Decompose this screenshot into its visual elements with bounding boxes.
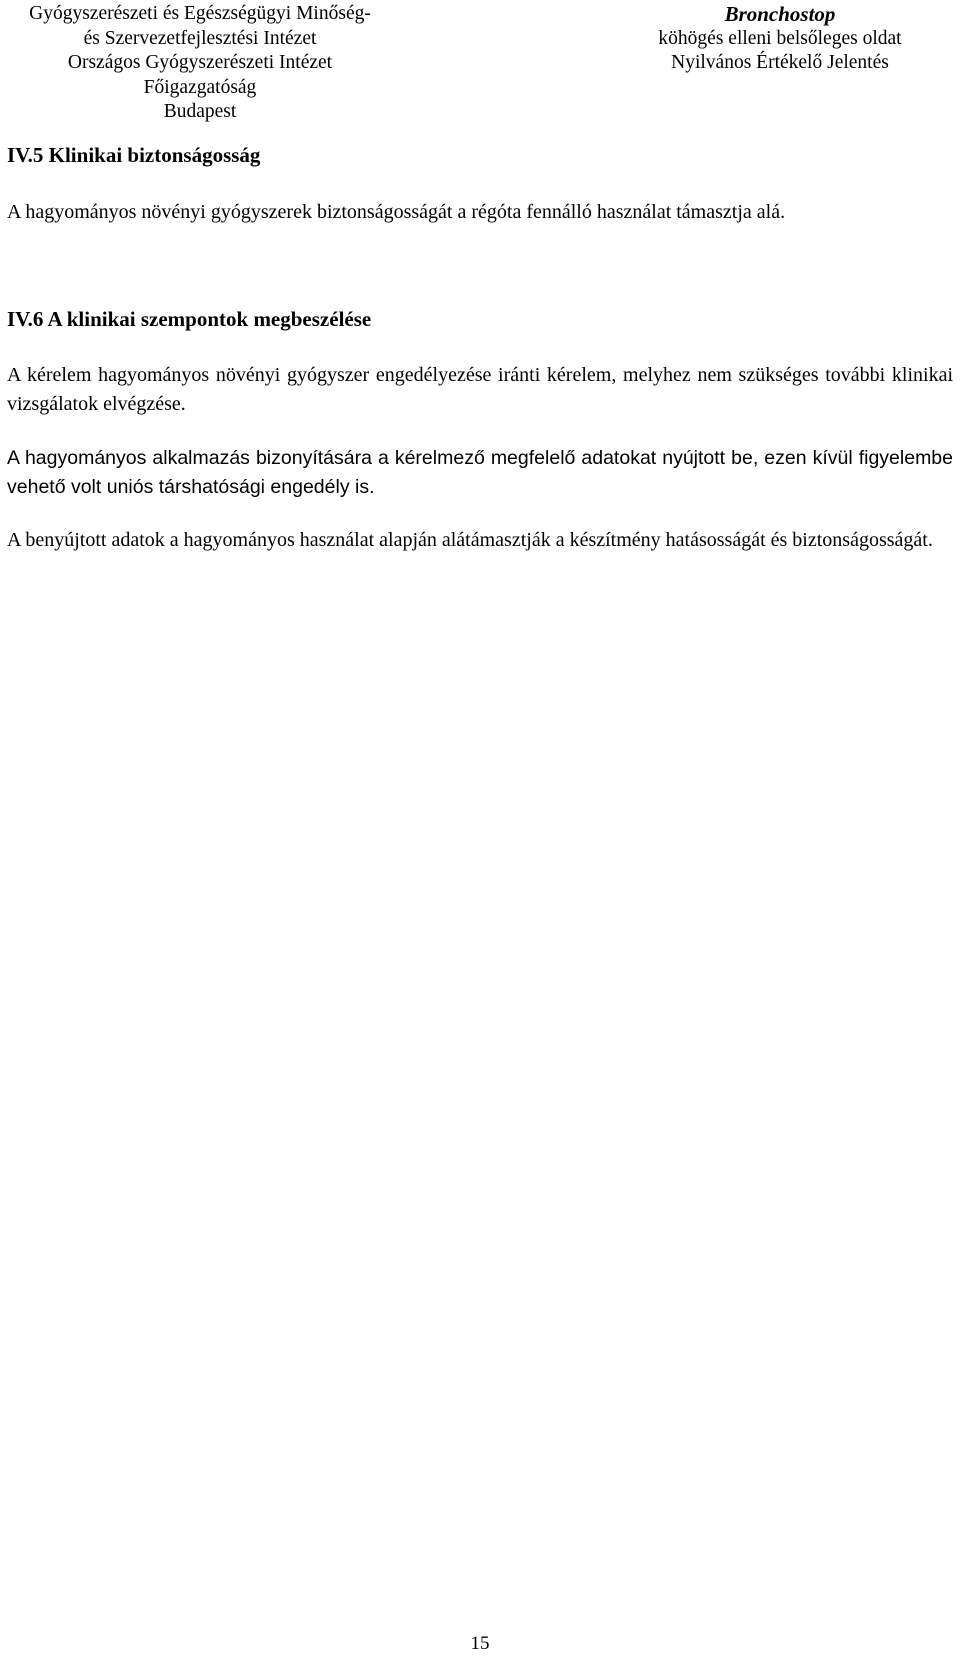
institution-line-5: Budapest xyxy=(163,101,237,123)
report-type: Nyilvános Értékelő Jelentés xyxy=(671,52,889,74)
product-header xyxy=(600,2,960,76)
product-name: Bronchostop xyxy=(724,2,836,26)
paragraph-clinical-safety: A hagyományos növényi gyógyszerek biztonságosságát a régóta fennálló használat támasztja alá. xyxy=(7,201,786,223)
institution-line-4: Főigazgatóság xyxy=(143,76,257,98)
paragraph-application-type: A kérelem hagyományos növényi gyógyszer engedélyezése iránti kérelem, melyhez nem szükséges további klinikai vizsgálatok elvégzése. xyxy=(7,364,953,415)
institution-line-1: Gyógyszerészeti és Egészségügyi Minőség- xyxy=(29,3,371,24)
section-heading-iv6: IV.6 A klinikai szempontok megbeszélése xyxy=(7,307,372,331)
product-description: köhögés elleni belsőleges oldat xyxy=(658,27,902,49)
paragraph-conclusion: A benyújtott adatok a hagyományos használat alapján alátámasztják a készítmény hatásosságát és biztonságosságát. xyxy=(7,529,933,551)
paragraph-traditional-use: A hagyományos alkalmazás bizonyítására a kérelmező megfelelő adatokat nyújtott be, ezen kívül figyelembe vehető volt uniós társhatósági engedély is. xyxy=(7,447,953,498)
page-number: 15 xyxy=(470,1633,490,1654)
section-heading-iv5: IV.5 Klinikai biztonságosság xyxy=(7,143,261,167)
institution-line-3: Országos Gyógyszerészeti Intézet xyxy=(67,52,333,74)
institution-header xyxy=(0,2,400,125)
institution-line-2: és Szervezetfejlesztési Intézet xyxy=(83,27,317,49)
